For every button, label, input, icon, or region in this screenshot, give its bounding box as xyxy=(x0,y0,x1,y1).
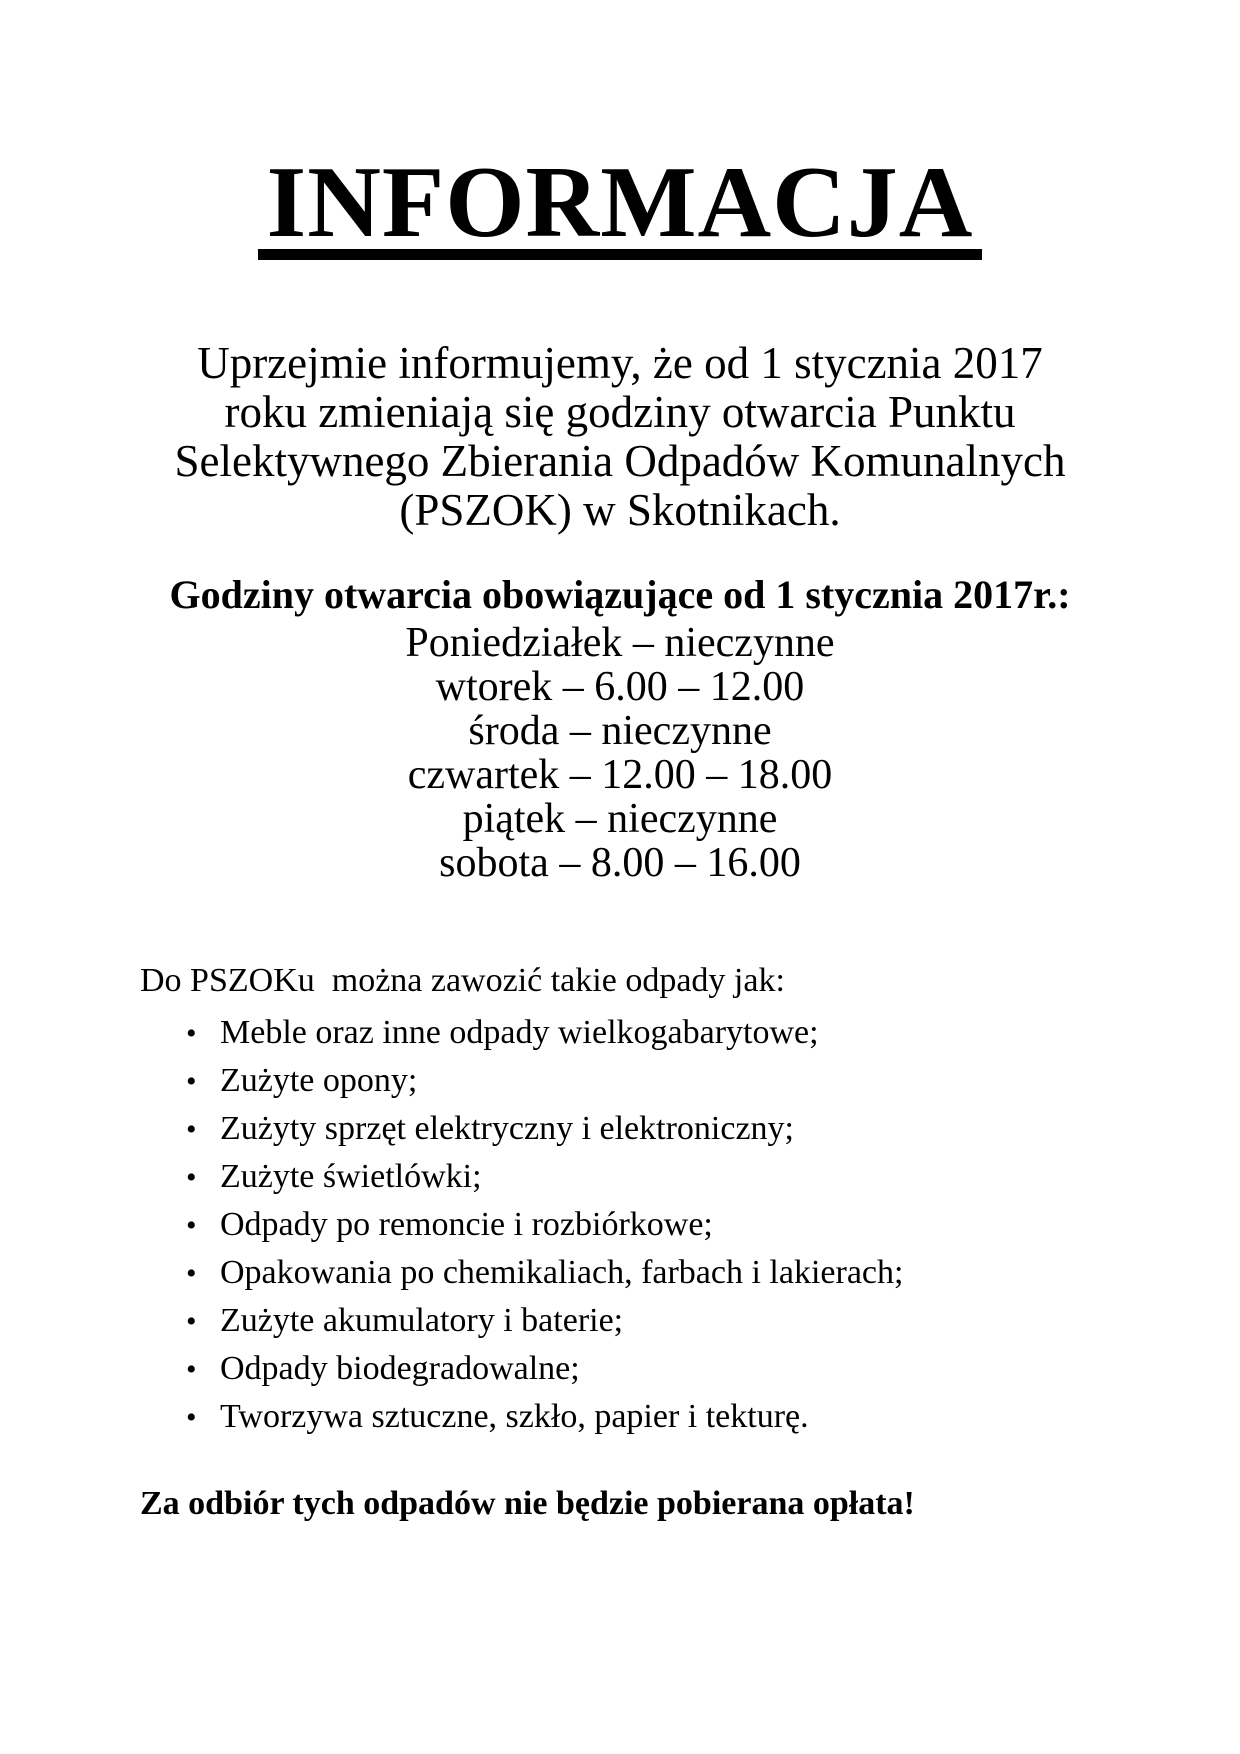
schedule-row: środa – nieczynne xyxy=(468,707,772,754)
bullet-icon: • xyxy=(186,1304,197,1338)
intro-line: (PSZOK) w Skotnikach. xyxy=(399,484,841,535)
schedule-heading: Godziny otwarcia obowiązujące od 1 stycznia 2017r.: xyxy=(169,571,1071,617)
intro-line: Uprzejmie informujemy, że od 1 stycznia 2017 xyxy=(197,337,1043,388)
schedule-row: sobota – 8.00 – 16.00 xyxy=(439,839,801,886)
list-item xyxy=(140,1009,1140,1057)
list-item-text: Zużyty sprzęt elektryczny i elektroniczny; xyxy=(220,1109,794,1147)
list-item-text: Odpady biodegradowalne; xyxy=(220,1349,580,1387)
schedule-row: Poniedziałek – nieczynne xyxy=(405,619,835,666)
list-item xyxy=(140,1249,1140,1297)
intro-line: Selektywnego Zbierania Odpadów Komunalnych xyxy=(174,435,1066,486)
list-item-text: Zużyte akumulatory i baterie; xyxy=(220,1301,624,1339)
schedule-row: wtorek – 6.00 – 12.00 xyxy=(435,663,805,710)
page-title: INFORMACJA xyxy=(258,162,983,260)
waste-list xyxy=(140,1009,1140,1441)
bullet-icon: • xyxy=(186,1256,197,1290)
list-item xyxy=(140,1393,1140,1441)
list-item xyxy=(140,1297,1140,1345)
waste-lead: Do PSZOKu można zawozić takie odpady jak: xyxy=(140,961,785,999)
intro-line: roku zmieniają się godziny otwarcia Punktu xyxy=(224,386,1016,437)
list-item-text: Meble oraz inne odpady wielkogabarytowe; xyxy=(220,1013,819,1051)
schedule-row: piątek – nieczynne xyxy=(462,795,778,842)
list-item xyxy=(140,1105,1140,1153)
list-item-text: Odpady po remoncie i rozbiórkowe; xyxy=(220,1205,713,1243)
bullet-icon: • xyxy=(186,1352,197,1386)
bullet-icon: • xyxy=(186,1160,197,1194)
bullet-icon: • xyxy=(186,1208,197,1242)
list-item xyxy=(140,1057,1140,1105)
bullet-icon: • xyxy=(186,1112,197,1146)
intro-paragraph xyxy=(0,339,1240,535)
bullet-icon: • xyxy=(186,1016,197,1050)
bullet-icon: • xyxy=(186,1400,197,1434)
list-item-text: Zużyte świetlówki; xyxy=(220,1157,482,1195)
list-item xyxy=(140,1345,1140,1393)
list-item xyxy=(140,1153,1140,1201)
list-item-text: Zużyte opony; xyxy=(220,1061,418,1099)
schedule-list xyxy=(0,621,1240,885)
list-item xyxy=(140,1201,1140,1249)
title-section xyxy=(0,0,1240,260)
bullet-icon: • xyxy=(186,1064,197,1098)
footer-note: Za odbiór tych odpadów nie będzie pobierana opłata! xyxy=(140,1484,915,1522)
list-item-text: Tworzywa sztuczne, szkło, papier i tekturę. xyxy=(220,1397,809,1435)
schedule-row: czwartek – 12.00 – 18.00 xyxy=(407,751,833,798)
list-item-text: Opakowania po chemikaliach, farbach i lakierach; xyxy=(220,1253,904,1291)
